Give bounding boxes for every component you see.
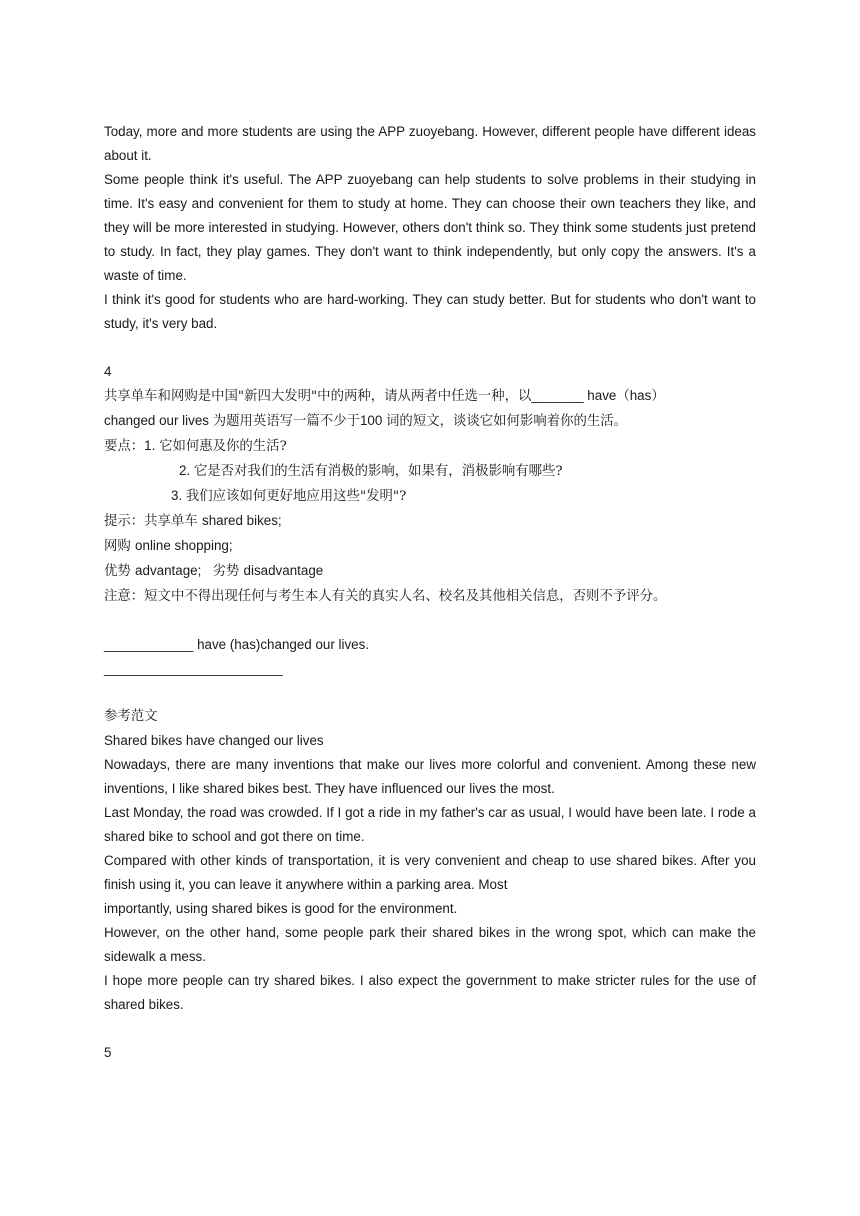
note-line (104, 584, 756, 609)
hint-line (104, 509, 756, 534)
passage-paragraph: Today, more and more students are using the APP zuoyebang. However, different people have different ideas about it. (104, 124, 756, 163)
title-blank: ____________ (104, 637, 194, 652)
prompt-title: changed our lives (104, 413, 213, 428)
spacer (104, 336, 756, 360)
document-body (104, 120, 756, 1065)
question-number: 5 (104, 1045, 112, 1060)
sample-paragraph: Compared with other kinds of transportation, it is very convenient and cheap to use shared bikes. After you finish using it, you can leave it anywhere within a parking area. Most (104, 853, 756, 892)
key-point-line (104, 459, 756, 484)
hint-cn: 共享单车 (144, 514, 202, 529)
point-text: 它是否对我们的生活有消极的影响，如果有，消极影响有哪些? (193, 464, 563, 479)
question-number: 4 (104, 364, 112, 379)
title-rest: have (has)changed our lives. (193, 637, 370, 652)
spacer (104, 1017, 756, 1041)
prompt-text: 词的短文，谈谈它如何影响着你的生活。 (386, 414, 628, 429)
prompt-have: have（has） (583, 388, 665, 403)
prompt-word-count: 100 (359, 413, 387, 428)
note-text: 短文中不得出现任何与考生本人有关的真实人名、校名及其他相关信息，否则不予评分。 (144, 589, 667, 604)
hint-label: 提示： (104, 514, 145, 529)
sample-title: Shared bikes have changed our lives (104, 733, 324, 748)
spacer (104, 681, 756, 705)
sample-heading: 参考范文 (104, 709, 158, 724)
prompt-text: 共享单车和网购是中国"新四大发明"中的两种，请从两者中任选一种，以 (104, 389, 532, 404)
point-number: 3. (171, 488, 186, 503)
answer-line: ________________________ (104, 661, 283, 676)
note-label: 注意： (104, 589, 145, 604)
key-points-label: 要点： (104, 439, 145, 454)
hint-line (104, 534, 756, 559)
hint-en: online shopping; (135, 538, 233, 553)
question-prompt (104, 384, 756, 434)
point-text: 它如何惠及你的生活? (159, 439, 287, 454)
hint-cn: 网购 (104, 539, 136, 554)
hint-en: advantage; (135, 563, 206, 578)
essay-title-line (104, 633, 756, 657)
hint-en: shared bikes; (202, 513, 282, 528)
hint-cn: 优势 (104, 564, 136, 579)
sample-paragraph: However, on the other hand, some people park their shared bikes in the wrong spot, which can make the sidewalk a mess. (104, 925, 756, 964)
sample-paragraph: Last Monday, the road was crowded. If I got a ride in my father's car as usual, I would have been late. I rode a shared bike to school and got there on time. (104, 805, 756, 844)
point-number: 2. (179, 463, 194, 478)
key-point-line (104, 484, 756, 509)
prompt-blank: _______ (531, 388, 584, 403)
hint-line (104, 559, 756, 584)
prompt-text: 为题用英语写一篇不少于 (212, 414, 360, 429)
point-text: 我们应该如何更好地应用这些"发明"? (185, 489, 407, 504)
sample-paragraph: Nowadays, there are many inventions that make our lives more colorful and convenient. Among these new inventions, I like shared bikes best. They have influenced our lives the most. (104, 757, 756, 796)
passage-paragraph: I think it's good for students who are hard-working. They can study better. But for students who don't want to study, it's very bad. (104, 292, 756, 331)
spacer (104, 609, 756, 633)
hint-cn: 劣势 (212, 564, 244, 579)
key-points-line (104, 434, 756, 459)
sample-paragraph: importantly, using shared bikes is good for the environment. (104, 901, 458, 916)
passage-paragraph: Some people think it's useful. The APP zuoyebang can help students to solve problems in their studying in time. It's easy and convenient for them to study at home. They can choose their own teachers they like, and they will be more interested in studying. However, others don't think so. They think some students just pretend to study. In fact, they play games. They don't want to think independently, but only copy the answers. It's a waste of time. (104, 172, 756, 283)
point-number: 1. (144, 438, 160, 453)
sample-paragraph: I hope more people can try shared bikes. I also expect the government to make stricter rules for the use of shared bikes. (104, 973, 756, 1012)
hint-en: disadvantage (243, 563, 324, 578)
